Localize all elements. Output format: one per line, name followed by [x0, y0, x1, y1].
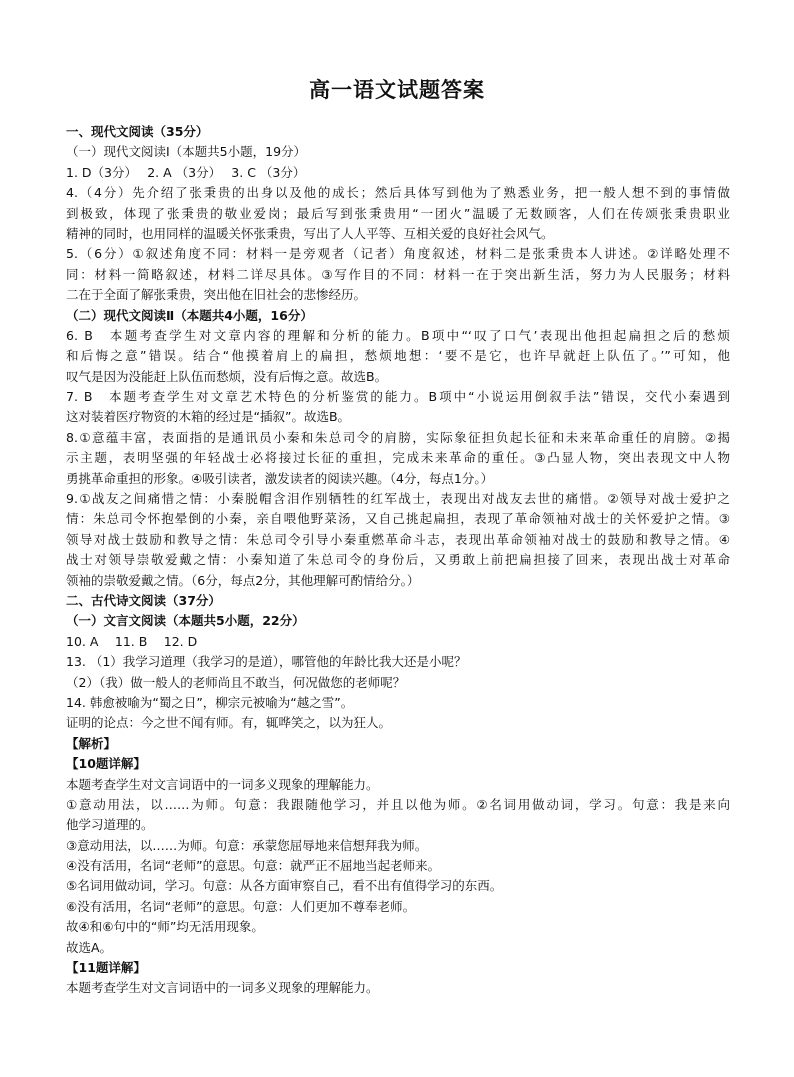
- answer-line: 叹气是因为没能赶上队伍而愁烦，没有后悔之意。故选B。: [66, 368, 388, 384]
- answer-line: ⑥没有活用，名词“老师”的意思。句意：人们更加不尊奉老师。: [66, 898, 416, 914]
- section-heading: 【解析】: [66, 735, 117, 751]
- page-title: 高一语文试题答案: [309, 78, 485, 102]
- section-heading: 【11题详解】: [66, 960, 146, 976]
- section-heading: 二、古代诗文阅读（37分）: [66, 592, 221, 608]
- answer-line: 14. 韩愈被喻为“蜀之日”，柳宗元被喻为“越之雪”。: [66, 694, 354, 710]
- answer-line: 10. A 11. B 12. D: [66, 633, 198, 649]
- answer-line: 领袖的崇敬爱戴之情。（6分，每点2分，其他理解可酌情给分。）: [66, 572, 420, 588]
- section-heading: （一）文言文阅读（本题共5小题，22分）: [66, 613, 305, 629]
- answer-line: 本题考查学生对文言词语中的一词多义现象的理解能力。: [66, 980, 379, 996]
- answer-line: 9.①战友之间痛惜之情：小秦脱帽含泪作别牺牲的红军战士，表现出对战友去世的痛惜。②领导对战士爱护之: [66, 491, 730, 507]
- answer-line: 战士对领导崇敬爱戴之情：小秦知道了朱总司令的身份后，又勇敢上前把扁担接了回来，表现出战士对革命: [66, 552, 730, 568]
- section-heading: 【10题详解】: [66, 756, 146, 772]
- answer-line: 二在于全面了解张秉贵，突出他在旧社会的悲惨经历。: [66, 287, 367, 303]
- answer-line: 精神的同时，也用同样的温暖关怀张秉贵，写出了人人平等、互相关爱的良好社会风气。: [66, 225, 554, 241]
- answer-body: [66, 122, 730, 999]
- answer-line: 故选A。: [66, 939, 113, 955]
- section-heading: 一、现代文阅读（35分）: [66, 124, 209, 139]
- answer-line: 勇挑革命重担的形象。④吸引读者，激发读者的阅读兴趣。（4分，每点1分。）: [66, 470, 494, 486]
- answer-line: 示主题，表明坚强的年轻战士必将接过长征的重担，完成未来革命的重任。③凸显人物，突出表现文中人物: [66, 450, 730, 466]
- answer-line: 故④和⑥句中的“师”均无活用现象。: [66, 919, 264, 935]
- section-heading: （二）现代文阅读Ⅱ（本题共4小题，16分）: [66, 307, 313, 323]
- answer-line: 和后悔之意”错误。结合“他摸着肩上的扁担，愁烦地想：‘要不是它，也许早就赶上队伍了。’”可知，他: [66, 348, 730, 364]
- answer-line: 情：朱总司令怀抱晕倒的小秦，亲自喂他野菜汤，又自己挑起扁担，表现了革命领袖对战士的关怀爱护之情。③: [66, 511, 730, 527]
- answer-line: 这对装着医疗物资的木箱的经过是“插叙”。故选B。: [66, 409, 351, 425]
- answer-line: 他学习道理的。: [66, 817, 154, 833]
- answer-line: 本题考查学生对文言词语中的一词多义现象的理解能力。: [66, 776, 379, 792]
- answer-line: （一）现代文阅读Ⅰ（本题共5小题，19分）: [66, 144, 307, 160]
- answer-line: ①意动用法，以……为师。句意：我跟随他学习，并且以他为师。②名词用做动词，学习。句意：我是来向: [66, 796, 730, 812]
- answer-line: 13. （1）我学习道理（我学习的是道），哪管他的年龄比我大还是小呢？: [66, 654, 467, 670]
- answer-line: 4.（4分）先介绍了张秉贵的出身以及他的成长；然后具体写到他为了熟悉业务，把一般人想不到的事情做: [66, 185, 730, 201]
- answer-line: 证明的论点：今之世不闻有师。有，辄哗笑之，以为狂人。: [66, 715, 392, 731]
- answer-line: 1. D（3分） 2. A （3分） 3. C （3分）: [66, 164, 306, 180]
- answer-line: ⑤名词用做动词，学习。句意：从各方面审察自己，看不出有值得学习的东西。: [66, 878, 503, 894]
- answer-line: ③意动用法，以……为师。句意：承蒙您屈辱地来信想拜我为师。: [66, 837, 428, 853]
- answer-line: 同：材料一简略叙述，材料二详尽具体。③写作目的不同：材料一在于突出新生活，努力为人民服务；材料: [66, 266, 730, 282]
- answer-line: 5.（6分）①叙述角度不同：材料一是旁观者（记者）角度叙述，材料二是张秉贵本人讲述。②详略处理不: [66, 246, 730, 262]
- answer-line: ④没有活用，名词“老师”的意思。句意：就严正不屈地当起老师来。: [66, 858, 441, 874]
- answer-line: 6. B 本题考查学生对文章内容的理解和分析的能力。B项中“‘叹了口气’表现出他担起扁担之后的愁烦: [66, 327, 730, 343]
- answer-line: 领导对战士鼓励和教导之情：朱总司令引导小秦重燃革命斗志，表现出革命领袖对战士的鼓励和教导之情。④: [66, 531, 730, 547]
- answer-line: （2）（我）做一般人的老师尚且不敢当，何况做您的老师呢？: [66, 674, 406, 690]
- answer-line: 到极致，体现了张秉贵的敬业爱岗；最后写到张秉贵用“一团火”温暖了无数顾客，人们在传颂张秉贵职业: [66, 205, 730, 221]
- answer-line: 8.①意蕴丰富，表面指的是通讯员小秦和朱总司令的肩膀，实际象征担负起长征和未来革命重任的肩膀。②揭: [66, 429, 730, 445]
- answer-line: 7. B 本题考查学生对文章艺术特色的分析鉴赏的能力。B项中“小说运用倒叙手法”错误，交代小秦遇到: [66, 389, 730, 405]
